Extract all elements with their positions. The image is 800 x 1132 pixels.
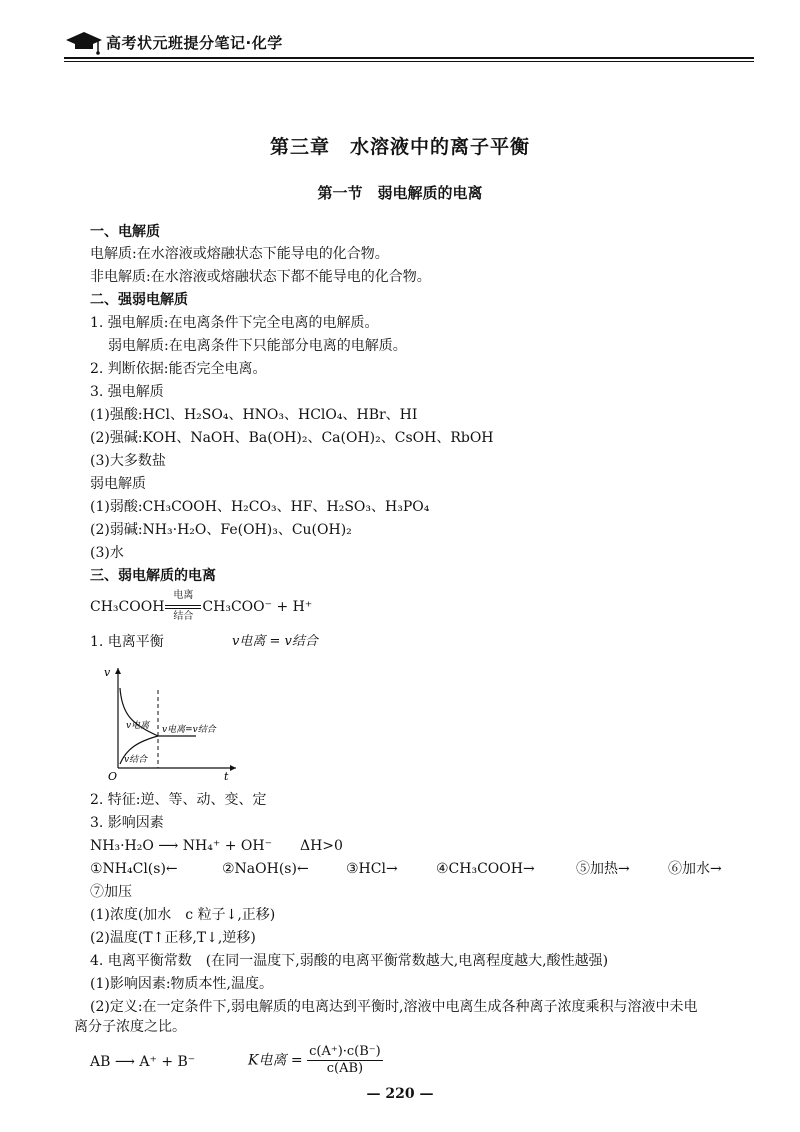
heading-strong-weak: 二、强弱电解质 bbox=[90, 292, 188, 308]
text-line: (2)弱碱:NH₃·H₂O、Fe(OH)₃、Cu(OH)₂ bbox=[90, 522, 352, 538]
curve-label-combination: v结合 bbox=[124, 755, 148, 765]
ionization-equation bbox=[90, 590, 312, 624]
constant-formula bbox=[248, 1044, 383, 1077]
text-line: 1. 电离平衡 bbox=[90, 634, 164, 650]
text-line: 电解质:在水溶液或熔融状态下能导电的化合物。 bbox=[90, 246, 389, 262]
text-line: (1)浓度(加水 c 粒子↓,正移) bbox=[90, 907, 276, 923]
curve-label-ionization: v电离 bbox=[126, 721, 150, 731]
factor-item: ④CH₃COOH→ bbox=[436, 861, 535, 877]
ionization-rate-graph bbox=[96, 660, 246, 782]
fraction-denominator: c(AB) bbox=[326, 1061, 364, 1076]
text-line: (1)强酸:HCl、H₂SO₄、HNO₃、HClO₄、HBr、HI bbox=[90, 407, 418, 423]
text-line: (1)影响因素:物质本性,温度。 bbox=[90, 976, 273, 992]
text-line: 1. 强电解质:在电离条件下完全电离的电解质。 bbox=[90, 315, 379, 331]
text-line: ⑦加压 bbox=[90, 884, 132, 900]
factor-item: ⑤加热→ bbox=[576, 861, 630, 877]
text-line: (2)温度(T↑正移,T↓,逆移) bbox=[90, 930, 256, 946]
y-axis-label: v bbox=[104, 666, 111, 679]
text-line: 弱电解质 bbox=[90, 476, 146, 492]
factor-item: ①NH₄Cl(s)← bbox=[90, 861, 178, 877]
factor-item: ②NaOH(s)← bbox=[222, 861, 309, 877]
page-header bbox=[64, 28, 754, 68]
section-title: 第一节 弱电解质的电离 bbox=[317, 184, 483, 202]
factor-item: ⑥加水→ bbox=[668, 861, 722, 877]
text-line: 4. 电离平衡常数 (在同一温度下,弱酸的电离平衡常数越大,电离程度越大,酸性越强) bbox=[90, 953, 609, 969]
header-rule-thin bbox=[64, 61, 754, 62]
text-line: (3)大多数盐 bbox=[90, 453, 166, 469]
origin-label: O bbox=[108, 770, 118, 782]
definition-paragraph: (2)定义:在一定条件下,弱电解质的电离达到平衡时,溶液中电离生成各种离子浓度乘积与溶液中未电离分子浓度之比。 bbox=[74, 999, 698, 1035]
x-axis-label: t bbox=[224, 770, 229, 782]
constant-symbol: K电离 = bbox=[248, 1052, 303, 1069]
equilibrium-arrow bbox=[165, 590, 201, 624]
text-line: (3)水 bbox=[90, 545, 124, 561]
heading-electrolyte: 一、电解质 bbox=[90, 224, 160, 240]
text-line: 2. 判断依据:能否完全电离。 bbox=[90, 361, 267, 377]
curve-label-equal: v电离=v结合 bbox=[162, 725, 216, 735]
chapter-title: 第三章 水溶液中的离子平衡 bbox=[269, 136, 530, 158]
fraction-numerator: c(A⁺)·c(B⁻) bbox=[309, 1044, 381, 1059]
header-title: 高考状元班提分笔记·化学 bbox=[106, 34, 283, 52]
eq-arrow-top: 电离 bbox=[173, 590, 194, 601]
text-line: NH₃·H₂O ⟶ NH₄⁺ + OH⁻ ΔH>0 bbox=[90, 838, 343, 854]
text-line: 弱电解质:在电离条件下只能部分电离的电解质。 bbox=[108, 338, 407, 354]
header-rule bbox=[64, 57, 754, 59]
eq-left: CH₃COOH bbox=[90, 599, 165, 615]
page-number: — 220 — bbox=[366, 1086, 434, 1102]
eq-arrow-bottom: 结合 bbox=[173, 611, 194, 622]
text-line: 2. 特征:逆、等、动、变、定 bbox=[90, 792, 267, 808]
text-line: (2)强碱:KOH、NaOH、Ba(OH)₂、Ca(OH)₂、CsOH、RbOH bbox=[90, 430, 494, 446]
text-line: 非电解质:在水溶液或熔融状态下都不能导电的化合物。 bbox=[90, 269, 431, 285]
rate-equation: v电离 = v结合 bbox=[232, 634, 318, 649]
dissociation-equation: AB ⟶ A⁺ + B⁻ bbox=[90, 1054, 196, 1070]
text-line: 3. 影响因素 bbox=[90, 815, 164, 831]
heading-ionization: 三、弱电解质的电离 bbox=[90, 568, 216, 584]
constant-fraction bbox=[307, 1044, 383, 1077]
text-line: 3. 强电解质 bbox=[90, 384, 164, 400]
graduation-cap-icon bbox=[64, 30, 104, 56]
factor-item: ③HCl→ bbox=[346, 861, 398, 877]
eq-right: CH₃COO⁻ + H⁺ bbox=[202, 599, 313, 615]
text-line: (1)弱酸:CH₃COOH、H₂CO₃、HF、H₂SO₃、H₃PO₄ bbox=[90, 499, 430, 515]
